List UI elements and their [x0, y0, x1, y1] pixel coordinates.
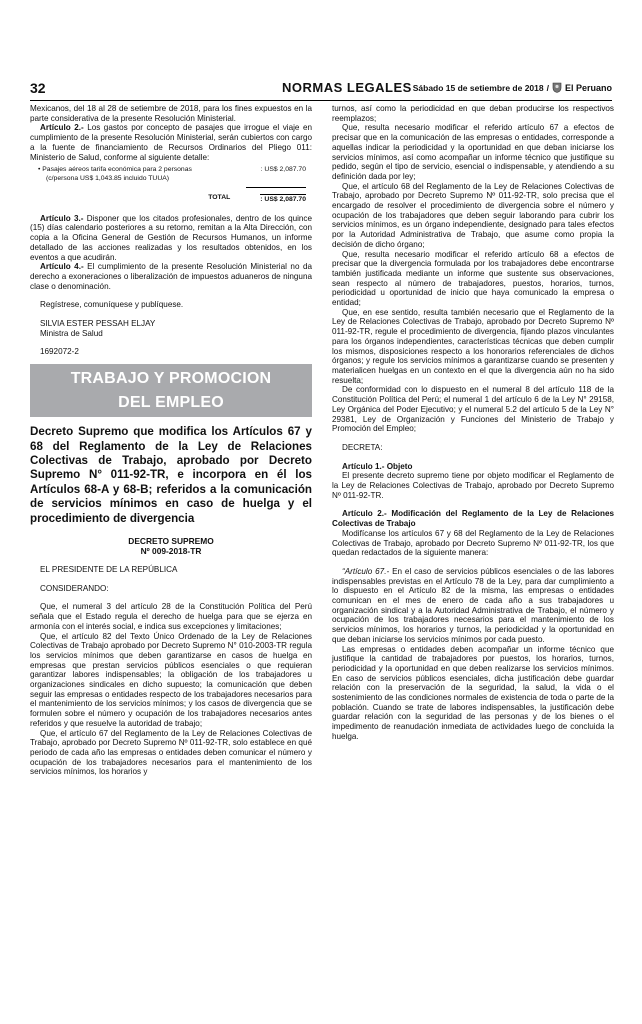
article-title	[332, 509, 614, 528]
article-label: “Artículo 67.-	[342, 566, 390, 576]
decree-number: Nº 009-2018-TR	[140, 546, 202, 556]
decree-title: Decreto Supremo que modifica los Artículos 67 y 68 del Reglamento de la Ley de Relaciones Colectivas de Trabajo, aprobado por Decreto Supremo N° 011-92-TR, e incorpora en él los Artículos 68-A y 68-B; referidos a la comunicación de servicios mínimos en caso de huelga y el procedimiento de divergencia	[30, 425, 312, 525]
spacer	[332, 500, 614, 509]
expense-amount: : US$ 2,087.70	[260, 166, 306, 174]
spacer	[30, 556, 312, 565]
article-label: Artículo 1.- Objeto	[342, 461, 413, 471]
spacer	[30, 338, 312, 347]
newspaper-name: El Peruano	[564, 82, 612, 93]
spacer	[30, 593, 312, 602]
article-label: Artículo 4.-	[40, 262, 84, 272]
paragraph: Que, resulta necesario modificar el referido artículo 67 a efectos de precisar que en la comunicación de las empresas o entidades, corresponde a aquellas indicar la periodicidad y la oportunidad en que deban iniciarse los servicios mínimos, así como acompañar un informe técnico que justifique su pedido, según el tipo de servicio, esencial o indispensable, y atendiendo a su definición dada por ley;	[332, 123, 614, 181]
paragraph: De conformidad con lo dispuesto en el numeral 8 del artículo 118 de la Constitución Política del Perú; el numeral 1 del artículo 6 de la Ley N° 29158, Ley Orgánica del Poder Ejecutivo; y el numeral 5.2 del artículo 5 de la Ley N° 29381, Ley de Organización y Funciones del Ministerio de Trabajo y Promoción del Empleo;	[332, 385, 614, 434]
header-separator: /	[546, 82, 549, 93]
header-date-block	[413, 82, 612, 93]
expense-note: (c/persona US$ 1,043.85 incluido TUUA)	[46, 174, 170, 182]
spacer	[30, 310, 312, 319]
paragraph: Que, el numeral 3 del artículo 28 de la Constitución Política del Perú señala que el Estado regula el derecho de huelga para que se ejerza en armonía con el interés social, e indica sus excepciones y limitaciones;	[30, 602, 312, 631]
article-label: Artículo 2.- Modificación del Reglamento de la Ley de Relaciones Colectivas de Trabajo	[332, 509, 614, 529]
paragraph: Mexicanos, del 18 al 28 de setiembre de 2018, para los fines expuestos en la parte considerativa de la presente Resolución Ministerial.	[30, 104, 312, 123]
banner-line: DEL EMPLEO	[118, 394, 224, 412]
decree-label: DECRETO SUPREMO	[128, 536, 214, 546]
page-number: 32	[30, 80, 46, 96]
paragraph: Modifícanse los artículos 67 y 68 del Reglamento de la Ley de Relaciones Colectivas de Trabajo, aprobado por Decreto Supremo Nº 011-92-TR, los que quedan redactados de la siguiente manera:	[332, 528, 614, 558]
article-label: Artículo 3.-	[40, 213, 84, 223]
coat-of-arms-icon	[552, 82, 562, 93]
paragraph: Que, resulta necesario modificar el referido artículo 68 a efectos de precisar que la divergencia formulada por los trabajadores debe encontrarse también justificada mediante un informe que sustente sus observaciones, sean respecto al número de trabajadores, puestos, horarios, turnos, periodicidad u oportunidad de inicio que haya comunicado la empresa o entidad;	[332, 249, 614, 308]
spacer	[30, 575, 312, 584]
expense-item: • Pasajes aéreos tarifa económica para 2 personas	[38, 166, 192, 174]
left-column	[30, 104, 312, 777]
spacer	[332, 434, 614, 443]
expense-table	[38, 166, 306, 205]
section-title: NORMAS LEGALES	[282, 80, 412, 95]
considering-heading: CONSIDERANDO:	[40, 583, 109, 593]
signer-name: SILVIA ESTER PESSAH ELJAY	[40, 319, 156, 329]
banner-line: TRABAJO Y PROMOCION	[70, 370, 272, 388]
total-amount: : US$ 2,087.70	[260, 196, 306, 204]
article-paragraph	[30, 214, 312, 263]
article-title	[332, 462, 614, 472]
article-text: En el caso de servicios públicos esenciales o de las labores indispensables previstas en el Artículo 78 de la Ley, para dar cumplimiento a lo dispuesto en el Artículo 82 de la misma, las empresas o entidades comunican en el mes de enero de cada año a sus trabajadores u organización sindical y a la Autoridad Administrativa de Trabajo, el número y ocupación de los trabajadores necesarios para el mantenimiento de los servicios mínimos, los horarios y turnos, la periodicidad y la oportunidad en que deban iniciarse los servicios mínimos por cada puesto.	[332, 566, 614, 644]
total-label: TOTAL	[208, 194, 231, 202]
document-code: 1692072-2	[40, 347, 79, 357]
spacer	[30, 291, 312, 300]
spacer	[30, 205, 312, 214]
expense-row	[38, 166, 306, 175]
page-header	[30, 78, 612, 101]
article-paragraph	[332, 567, 614, 645]
article-text: El cumplimiento de la presente Resolución Ministerial no da derecho a exoneraciones o liberalización de impuestos aduaneros de ninguna clase o denominación.	[30, 262, 312, 291]
table-rule	[246, 187, 306, 188]
decreta-heading: DECRETA:	[342, 442, 383, 452]
spacer	[332, 453, 614, 462]
sector-banner	[30, 364, 312, 417]
right-column	[332, 104, 614, 742]
article-paragraph	[30, 123, 312, 162]
paragraph: Que, el artículo 82 del Texto Único Ordenado de la Ley de Relaciones Colectivas de Trabajo aprobado por Decreto Supremo N° 010-2003-TR regula los servicios mínimos que deben garantizarse en casos de huelga en empresas que prestan servicios públicos esenciales o que requieran garantizar labores indispensables; la obligación de los trabajadores u organizaciones sindicales en dicho supuesto; la comunicación que deben seguir las empresas o entidades respecto de los trabajadores necesarios para el mantenimiento de los servicios mínimos; y los casos de divergencia que se formulen sobre el número y ocupación de los trabajadores necesarios antes referidos y que resuelve la autoridad de trabajo;	[30, 631, 312, 728]
article-label: Artículo 2.-	[40, 123, 84, 133]
publication-date: Sábado 15 de setiembre de 2018	[412, 82, 544, 93]
article-text: Los gastos por concepto de pasajes que irrogue el viaje en cumplimiento de la presente Resolución Ministerial, serán cubiertos con cargo a la fuente de financiamiento de Recursos Ordinarios del Pliego 011: Ministerio de Salud, conforme al siguiente detalle:	[30, 123, 312, 162]
president-heading: EL PRESIDENTE DE LA REPÚBLICA	[40, 565, 178, 574]
signer-role: Ministra de Salud	[40, 328, 103, 338]
paragraph: turnos, así como la periodicidad en que deban producirse los respectivos reemplazos;	[332, 104, 614, 123]
paragraph: Que, en ese sentido, resulta también necesario que el Reglamento de la Ley de Relaciones Colectivas de Trabajo, aprobado por Decreto Supremo Nº 011-92-TR, regule el procedimiento de divergencia, fijando plazos vinculantes para los órganos independientes, características técnicas que deben cumplir los mismos, disposiciones respecto a los honorarios referenciales de dichos órganos; y regule los servicios mínimos a garantizarse cuando se presenten y materialicen huelgas en un contexto en el que la divergencia aún no ha sido resuelta;	[332, 307, 614, 385]
spacer	[332, 558, 614, 567]
paragraph: Que, el artículo 67 del Reglamento de la Ley de Relaciones Colectivas de Trabajo, aprobado por Decreto Supremo Nº 011-92-TR, solo establece en qué periodo de cada año las empresas o entidades deben comunicar el número y ocupación de los trabajadores necesarios para el mantenimiento de los servicios mínimos, los horarios y	[30, 728, 312, 777]
expense-total-row	[38, 194, 306, 205]
paragraph: Que, el artículo 68 del Reglamento de la Ley de Relaciones Colectivas de Trabajo, aprobado por Decreto Supremo Nº 011-92-TR, solo precisa que el encargado de resolver el procedimiento de divergencia sobre el número y ocupación de los trabajadores que deben seguir laborando para cubrir los servicios mínimos, es un órgano independiente, designado para tales efectos por la Autoridad Administrativa de Trabajo, que asume como propia la decisión de dicho órgano;	[332, 181, 614, 249]
paragraph: El presente decreto supremo tiene por objeto modificar el Reglamento de la Ley de Relaciones Colectivas de Trabajo, aprobado por Decreto Supremo Nº 011-92-TR.	[332, 471, 614, 500]
closing-formula: Regístrese, comuníquese y publíquese.	[40, 300, 184, 310]
article-paragraph	[30, 262, 312, 291]
paragraph: Las empresas o entidades deben acompañar un informe técnico que justifique la cantidad de trabajadores por puestos, los horarios, turnos, periodicidad y la oportunidad en que deben realizarse los servicios mínimos. En caso de servicios públicos esenciales, dicha justificación debe guardar relación con la preservación de la seguridad, la salud, la vida o el sostenimiento de las condiciones normales de existencia de toda o parte de la población. Cuando se trate de labores indispensables, la justificación debe guardar relación con la seguridad de las personas y de los bienes o el impedimento de reanudación inmediata de actividades luego de concluida la huelga.	[332, 644, 614, 741]
article-text: Disponer que los citados profesionales, dentro de los quince (15) días calendario posteriores a su retorno, remitan a la Alta Dirección, con copia a la Oficina General de Gestión de Recursos Humanos, un informe detallado de las acciones realizadas y los resultados obtenidos, en los eventos a que acudirán.	[30, 213, 313, 262]
